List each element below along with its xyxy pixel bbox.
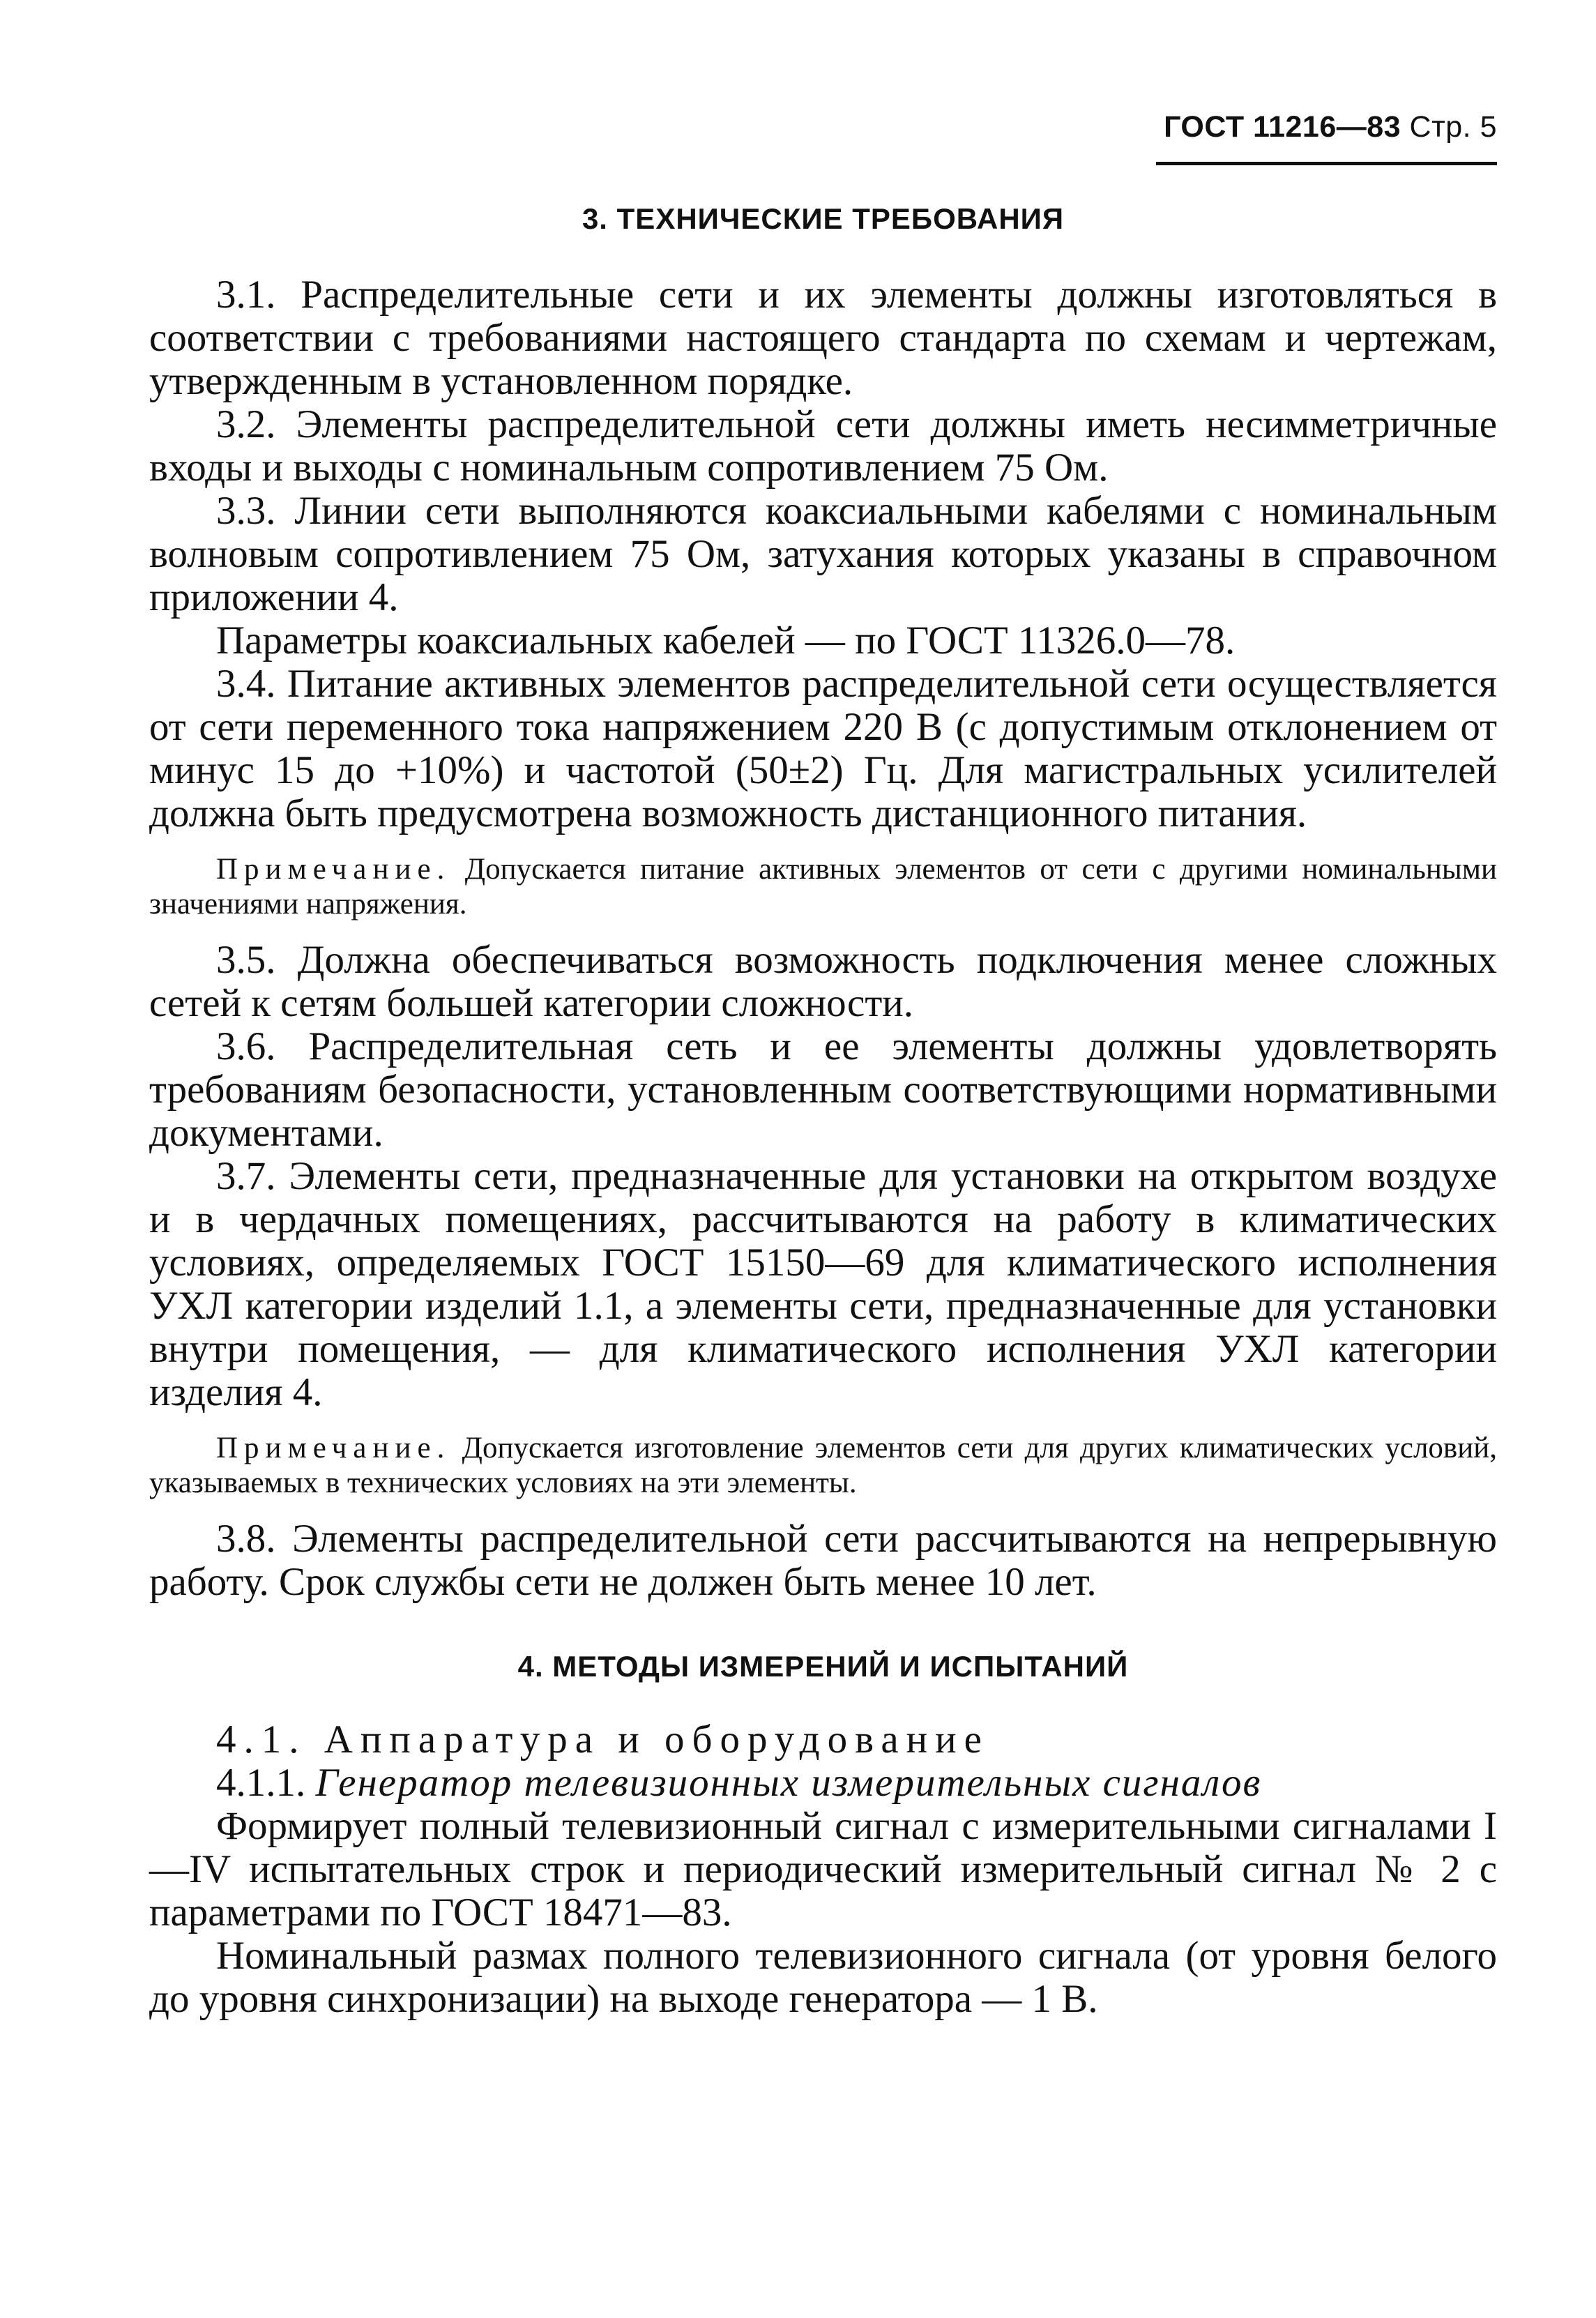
standard-id: ГОСТ 11216—83 bbox=[1164, 110, 1401, 144]
page-body bbox=[149, 202, 1497, 2021]
running-header bbox=[1164, 110, 1497, 144]
section-3-title: 3. ТЕХНИЧЕСКИЕ ТРЕБОВАНИЯ bbox=[582, 202, 1065, 235]
clause-3-3-cables: Параметры коаксиальных кабелей — по ГОСТ 11326.0—78. bbox=[216, 619, 1236, 662]
clause-4-1-1-title: Генератор телевизионных измерительных сигналов bbox=[315, 1761, 1262, 1805]
clause-4-1: 4.1. Аппаратура и оборудование bbox=[216, 1718, 989, 1762]
clause-3-8: 3.8. Элементы распределительной сети рассчитываются на непрерывную работу. Срок службы сети не должен быть менее 10 лет. bbox=[149, 1517, 1497, 1604]
note-2-label: Примечание. bbox=[216, 1432, 451, 1464]
note-2 bbox=[149, 1431, 1497, 1501]
clause-4-1-1-text-b: Номинальный размах полного телевизионного сигнала (от уровня белого до уровня синхронизации) на выходе генератора — 1 В. bbox=[149, 1934, 1497, 2021]
clause-3-1: 3.1. Распределительные сети и их элементы должны изготовляться в соответствии с требованиями настоящего стандарта по схемам и чертежам, утвержденным в установленном порядке. bbox=[149, 273, 1497, 403]
clause-3-2: 3.2. Элементы распределительной сети должны иметь несимметричные входы и выходы с номинальным сопротивлением 75 Ом. bbox=[149, 402, 1497, 490]
section-4-title: 4. МЕТОДЫ ИЗМЕРЕНИЙ И ИСПЫТАНИЙ bbox=[517, 1650, 1129, 1683]
page-number: Стр. 5 bbox=[1409, 110, 1497, 144]
clause-3-4: 3.4. Питание активных элементов распределительной сети осуществляется от сети переменного тока напряжением 220 В (с допустимым отклонением от минус 15 до +10%) и частотой (50±2) Гц. Для магистральных усилителей должна быть предусмотрена возможность дистанционного питания. bbox=[149, 662, 1497, 835]
clause-3-7: 3.7. Элементы сети, предназначенные для установки на открытом воздухе и в чердачных помещениях, рассчитываются на работу в климатических условиях, определяемых ГОСТ 15150—69 для климатического исполнения УХЛ категории изделий 1.1, а элементы сети, предназначенные для установки внутри помещения, — для климатического исполнения УХЛ категории изделия 4. bbox=[149, 1154, 1497, 1414]
header-rule bbox=[1156, 162, 1497, 165]
clause-4-1-1-text-a: Формирует полный телевизионный сигнал с измерительными сигналами I—IV испытательных строк и периодический измерительный сигнал № 2 с параметрами по ГОСТ 18471—83. bbox=[149, 1804, 1497, 1934]
note-1 bbox=[149, 852, 1497, 922]
clause-3-3: 3.3. Линии сети выполняются коаксиальными кабелями с номинальным волновым сопротивлением 75 Ом, затухания которых указаны в справочном приложении 4. bbox=[149, 489, 1497, 619]
clause-3-6: 3.6. Распределительная сеть и ее элементы должны удовлетворять требованиям безопасности, установленным соответствующими нормативными документами. bbox=[149, 1024, 1497, 1155]
clause-4-1-1-heading bbox=[149, 1762, 1497, 1805]
clause-4-1-1-number: 4.1.1. bbox=[216, 1761, 316, 1805]
note-1-text: Допускается питание активных элементов от сети с другими номинальными значениями напряжения. bbox=[149, 853, 1497, 921]
clause-3-5: 3.5. Должна обеспечиваться возможность подключения менее сложных сетей к сетям большей категории сложности. bbox=[149, 938, 1497, 1025]
note-1-label: Примечание. bbox=[216, 853, 451, 886]
note-2-text: Допускается изготовление элементов сети для других климатических условий, указываемых в технических условиях на эти элементы. bbox=[149, 1432, 1497, 1499]
